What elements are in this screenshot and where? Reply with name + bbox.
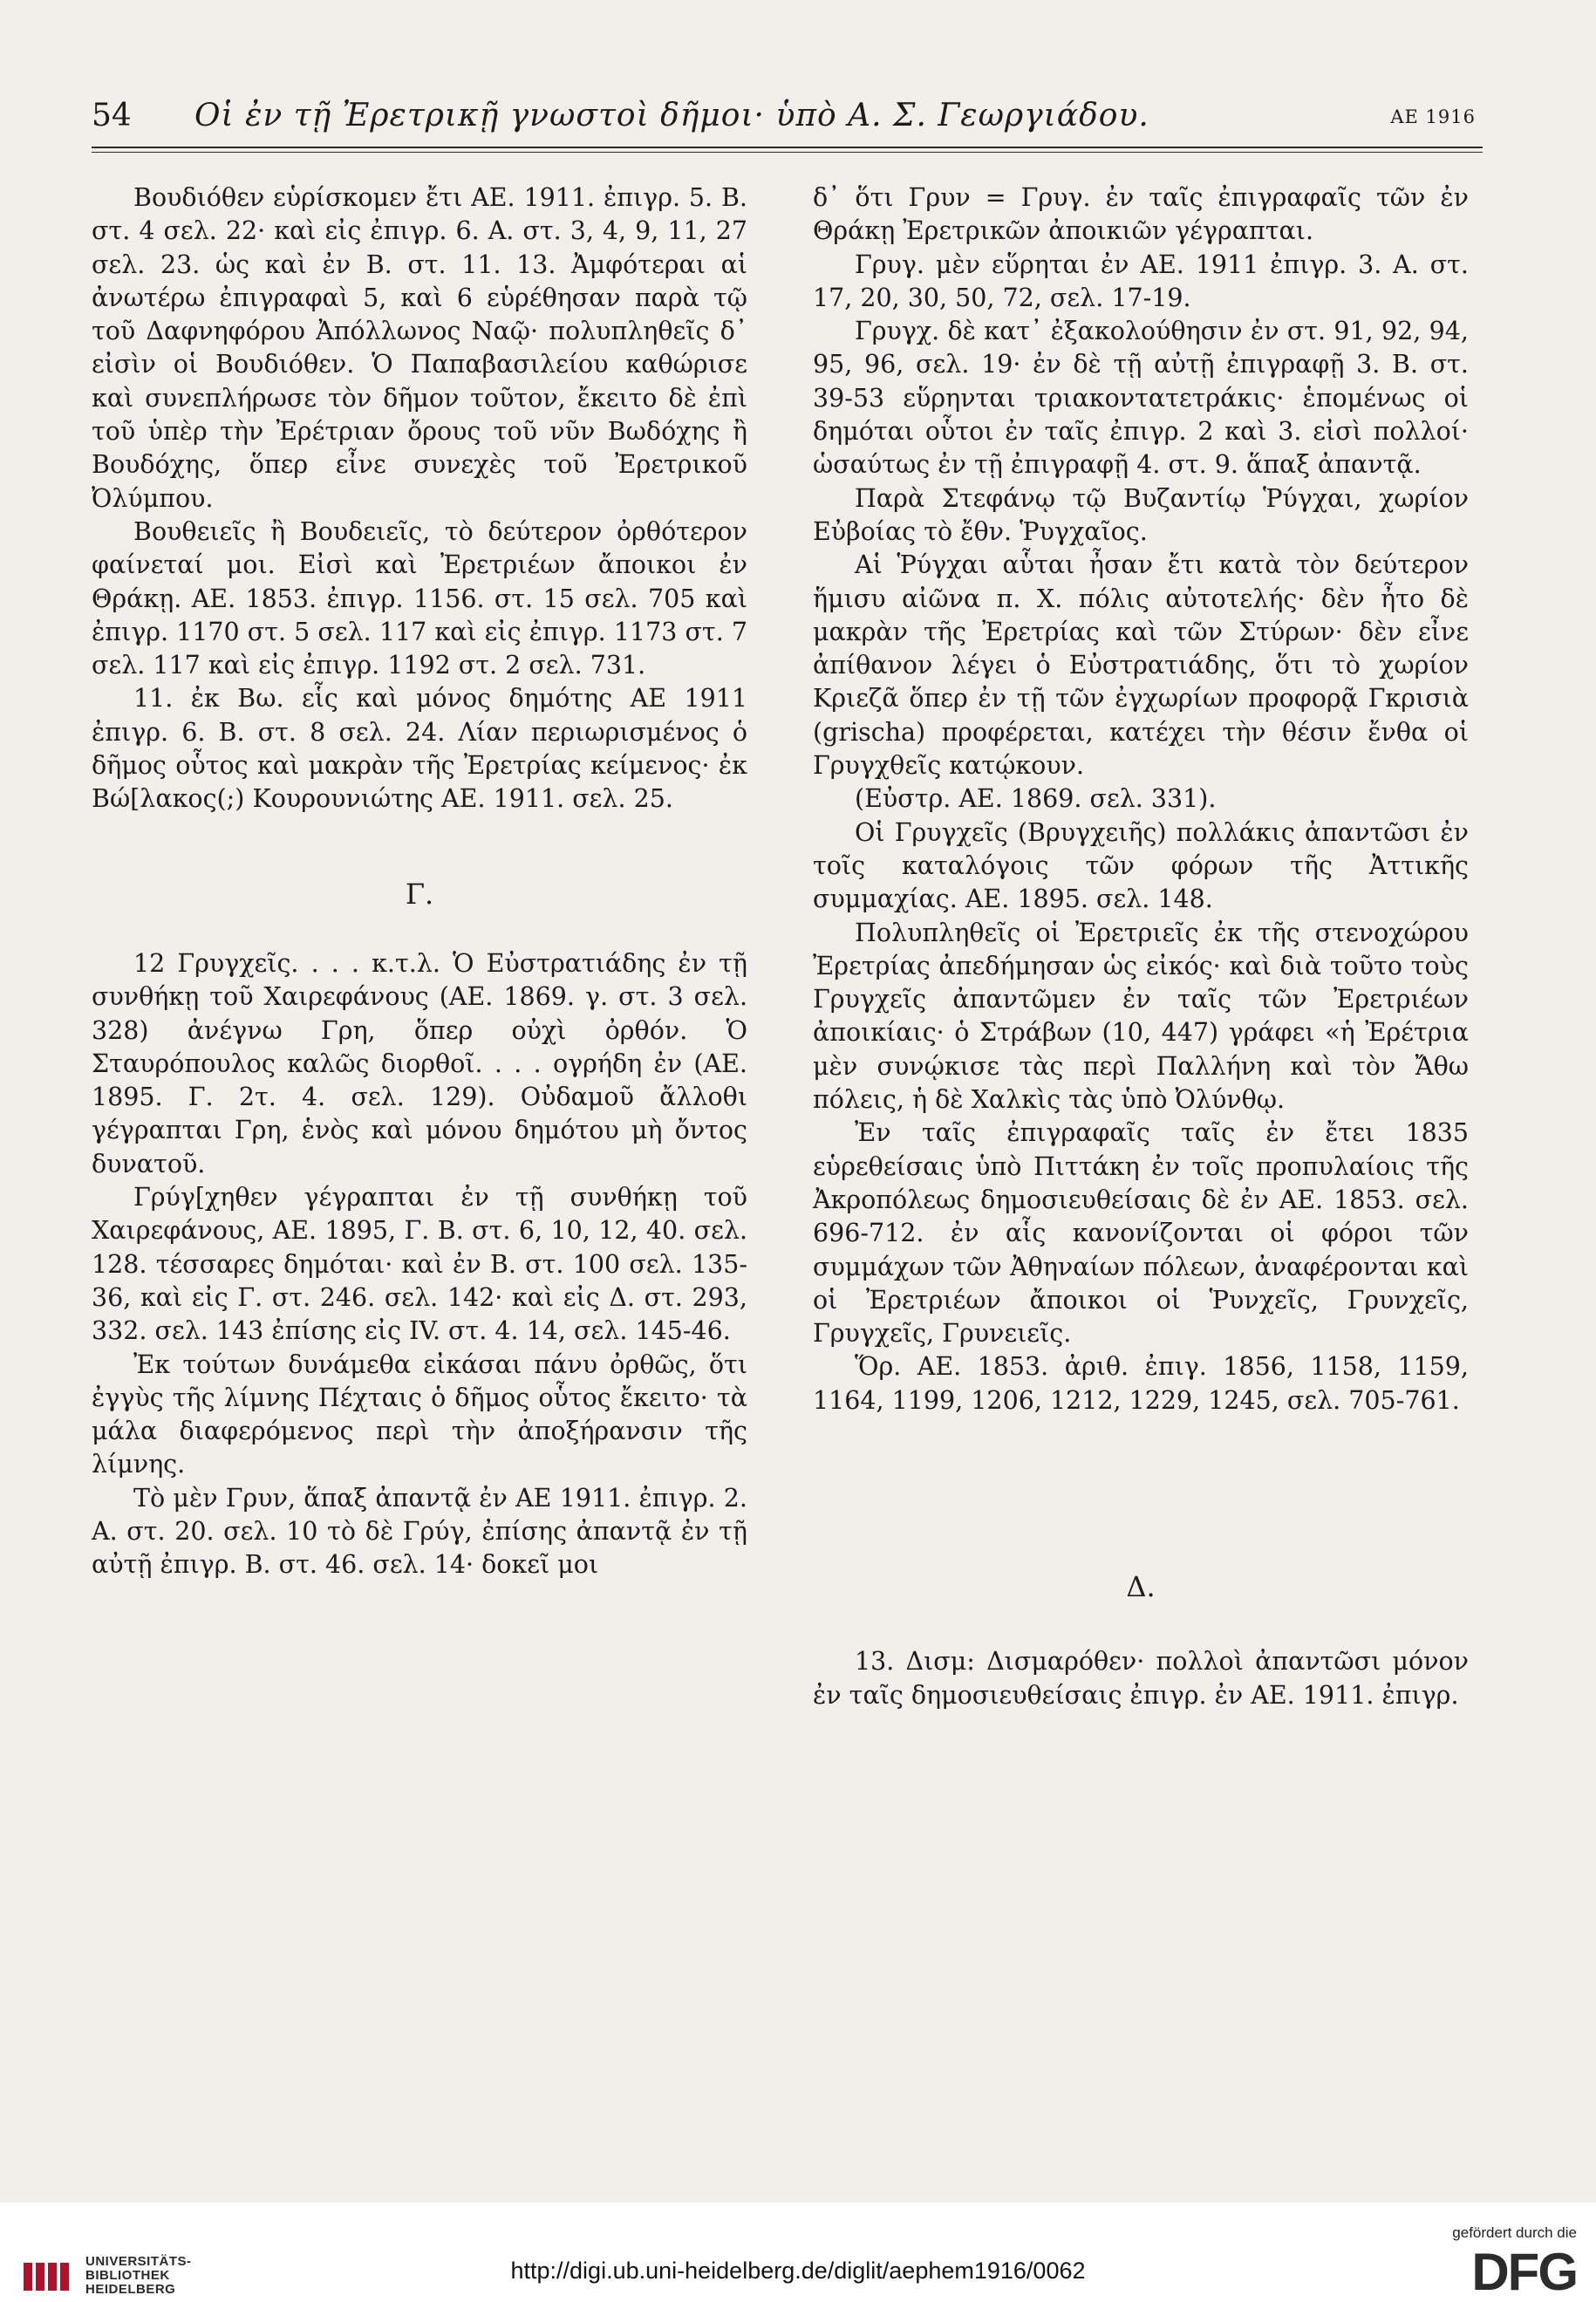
funder-label: gefördert durch die <box>1452 2224 1577 2241</box>
section-heading-gamma: Γ. <box>405 877 434 911</box>
paragraph: Παρὰ Στεφάνῳ τῷ Βυζαντίῳ Ῥύγχαι, χωρίον Εὐβοίας τὸ ἔθν. Ῥυγχαῖος. <box>813 483 1469 546</box>
paragraph: (Εὐστρ. ΑΕ. 1869. σελ. 331). <box>855 784 1217 814</box>
paragraph: Τὸ μὲν Γρυν, ἅπαξ ἀπαντᾷ ἐν ΑΕ 1911. ἐπιγρ. 2. Α. στ. 20. σελ. 10 τὸ δὲ Γρύγ, ἐπίσης ἀπαντᾷ ἐν τῇ αὐτῇ ἐπιγρ. Β. στ. 46. σελ. 14· δοκεῖ μοι <box>92 1483 747 1580</box>
journal-year: ΑΕ 1916 <box>1390 106 1476 127</box>
paragraph: 13. Δισμ: Δισμαρόθεν· πολλοὶ ἀπαντῶσι μόνον ἐν ταῖς δημοσιευθείσαις ἐπιγρ. ἐν ΑΕ. 1911. ἐπιγρ. <box>813 1647 1469 1710</box>
digitization-url-link[interactable]: http://digi.ub.uni-heidelberg.de/diglit/aephem1916/0062 <box>510 2258 1086 2284</box>
paragraph: 12 Γρυγχεῖς. . . . κ.τ.λ. Ὁ Εὐστρατιάδης ἐν τῇ συνθήκῃ τοῦ Χαιρεφάνους (ΑΕ. 1869. γ. στ. 3 σελ. 328) ἀνέγνω Γρη, ὅπερ οὐχὶ ὀρθόν. Ὁ Σταυρόπουλος καλῶς διορθοῖ. . . . ογρήδη ἐν (ΑΕ. 1895. Γ. 2τ. 4. σελ. 129). Οὐδαμοῦ ἄλλοθι γέγραπται Γρη, ἑνὸς καὶ μόνου δημότου μὴ ὄντος δυνατοῦ. <box>92 948 747 1178</box>
paragraph: Ὅρ. ΑΕ. 1853. ἀριθ. ἐπιγ. 1856, 1158, 1159, 1164, 1199, 1206, 1212, 1229, 1245, σελ. 705-761. <box>813 1352 1469 1415</box>
left-column <box>92 181 747 1582</box>
paragraph: Γρυγχ. δὲ κατ᾽ ἐξακολούθησιν ἐν στ. 91, 92, 94, 95, 96, σελ. 19· ἐν δὲ τῇ αὐτῇ ἐπιγραφῇ 3. Β. στ. 39-53 εὕρηνται τριακοντατετράκις· ἑπομένως οἱ δημόται οὗτοι ἐν ταῖς ἐπιγρ. 2 καὶ 3. εἰσὶ πολλοί· ὡσαύτως ἐν τῇ ἐπιγραφῇ 4. στ. 9. ἅπαξ ἀπαντᾷ. <box>813 317 1469 480</box>
header-rule-thin <box>92 152 1483 153</box>
paragraph: Βουθειεῖς ἢ Βουδειεῖς, τὸ δεύτερον ὀρθότερον φαίνεταί μοι. Εἰσὶ καὶ Ἐρετριέων ἄποικοι ἐν Θράκῃ. ΑΕ. 1853. ἐπιγρ. 1156. στ. 15 σελ. 705 καὶ ἐπιγρ. 1170 στ. 5 σελ. 117 καὶ εἰς ἐπιγρ. 1173 στ. 7 σελ. 117 καὶ εἰς ἐπιγρ. 1192 στ. 2 σελ. 731. <box>92 516 747 680</box>
paragraph: δ᾽ ὅτι Γρυν = Γρυγ. ἐν ταῖς ἐπιγραφαῖς τῶν ἐν Θράκῃ Ἐρετρικῶν ἀποικιῶν γέγραπται. <box>813 183 1469 246</box>
library-name: UNIVERSITÄTS- BIBLIOTHEK HEIDELBERG <box>85 2254 192 2297</box>
paragraph: Πολυπληθεῖς οἱ Ἐρετριεῖς ἐκ τῆς στενοχώρου Ἐρετρίας ἀπεδήμησαν ὡς εἰκός· καὶ διὰ τοῦτο τοὺς Γρυγχεῖς ἀπαντῶμεν ἐν ταῖς τῶν Ἐρετριέων ἀποικίαις· ὁ Στράβων (10, 447) γράφει «ἡ Ἐρέτρια μὲν συνῴκισε τὰς περὶ Παλλήνη καὶ τὸν Ἄθω πόλεις, ἡ δὲ Χαλκὶς τὰς ὑπὸ Ὀλύνθῳ. <box>813 918 1469 1115</box>
paragraph: Γρύγ[χηθεν γέγραπται ἐν τῇ συνθήκῃ τοῦ Χαιρεφάνους, ΑΕ. 1895, Γ. Β. στ. 6, 10, 12, 40. σελ. 128. τέσσαρες δημόται· καὶ ἐν Β. στ. 100 σελ. 135-36, καὶ εἰς Γ. στ. 246. σελ. 142· καὶ εἰς Δ. στ. 293, 332. σελ. 143 ἐπίσης εἰς IV. στ. 4. 14, σελ. 145-46. <box>92 1183 747 1346</box>
paragraph: Γρυγ. μὲν εὕρηται ἐν ΑΕ. 1911 ἐπιγρ. 3. Α. στ. 17, 20, 30, 50, 72, σελ. 17-19. <box>813 249 1469 312</box>
paragraph: Οἱ Γρυγχεῖς (Βρυγχειῆς) πολλάκις ἀπαντῶσι ἐν τοῖς καταλόγοις τῶν φόρων τῆς Ἀττικῆς συμμαχίας. ΑΕ. 1895. σελ. 148. <box>813 817 1469 914</box>
paragraph: Αἱ Ῥύγχαι αὗται ἦσαν ἔτι κατὰ τὸν δεύτερον ἥμισυ αἰῶνα π. Χ. πόλις αὐτοτελής· δὲν ἦτο δὲ μακρὰν τῆς Ἐρετρίας καὶ τῶν Στύρων· δὲν εἶνε ἀπίθανον λέγει ὁ Εὐστρατιάδης, ὅτι τὸ χωρίον Κριεζᾶ ὅπερ ἐν τῇ τῶν ἐγχωρίων προφορᾷ Γκρισιὰ (grischa) προφέρεται, κατέχει τὴν θέσιν ἔνθα οἱ Γρυγχθεῖς κατῴκουν. <box>813 550 1469 781</box>
paragraph: 11. ἐκ Βω. εἷς καὶ μόνος δημότης ΑΕ 1911 ἐπιγρ. 6. Β. στ. 8 σελ. 24. Λίαν περιωρισμένος ὁ δῆμος οὗτος καὶ μακρὰν τῆς Ἐρετρίας κείμενος· ἐκ Βώ[λακος(;) Κουρουνιώτης ΑΕ. 1911. σελ. 25. <box>92 684 747 814</box>
section-heading-delta: Δ. <box>1126 1569 1156 1603</box>
paragraph: Ἐν ταῖς ἐπιγραφαῖς ταῖς ἐν ἔτει 1835 εὑρεθείσαις ὑπὸ Πιττάκη ἐν τοῖς προπυλαίοις τῆς Ἀκροπόλεως δημοσιευθείσαις δὲ ἐν ΑΕ. 1853. σελ. 696-712. ἐν αἷς κανονίζονται οἱ φόροι τῶν συμμάχων τῶν Ἀθηναίων πόλεων, ἀναφέρονται καὶ οἱ Ἐρετριέων ἄποικοι οἱ Ῥυνχεῖς, Γρυνχεῖς, Γρυγχεῖς, Γρυνειεῖς. <box>813 1118 1469 1349</box>
paragraph: Ἐκ τούτων δυνάμεθα εἰκάσαι πάνυ ὀρθῶς, ὅτι ἐγγὺς τῆς λίμνης Πέχταις ὁ δῆμος οὗτος ἔκειτο· τὰ μάλα διαφερόμενος περὶ τὴν ἀποξήρανσιν τῆς λίμνης. <box>92 1349 747 1479</box>
right-column <box>813 181 1469 1712</box>
dfg-logo: DFG <box>1471 2243 1577 2301</box>
running-header <box>92 98 1483 141</box>
page-number: 54 <box>92 98 132 133</box>
paragraph: Βουδιόθεν εὑρίσκομεν ἔτι ΑΕ. 1911. ἐπιγρ. 5. Β. στ. 4 σελ. 22· καὶ εἰς ἐπιγρ. 6. Α. στ. 3, 4, 9, 11, 27 σελ. 23. ὡς καὶ ἐν Β. στ. 11. 13. Ἀμφότεραι αἱ ἀνωτέρω ἐπιγραφαὶ 5, καὶ 6 εὑρέθησαν παρὰ τῷ τοῦ Δαφνηφόρου Ἀπόλλωνος Ναῷ· πολυπληθεῖς δ᾽ εἰσὶν οἱ Βουδιόθεν. Ὁ Παπαβασιλείου καθώρισε καὶ συνεπλήρωσε τὸν δῆμον τοῦτον, ἔκειτο δὲ ἐπὶ τοῦ ὑπὲρ τὴν Ἐρέτριαν ὄρους τοῦ νῦν Βωδόχης ἢ Βουδόχης, ὅπερ εἶνε συνεχὲς τοῦ Ἐρετρικοῦ Ὀλύμπου. <box>92 183 747 513</box>
digitization-footer <box>0 2203 1596 2302</box>
running-title: Οἱ ἐν τῇ Ἐρετρικῇ γνωστοὶ δῆμοι· ὑπὸ Α. Σ. Γεωργιάδου. <box>194 98 1149 133</box>
header-rule-thick <box>92 147 1483 148</box>
